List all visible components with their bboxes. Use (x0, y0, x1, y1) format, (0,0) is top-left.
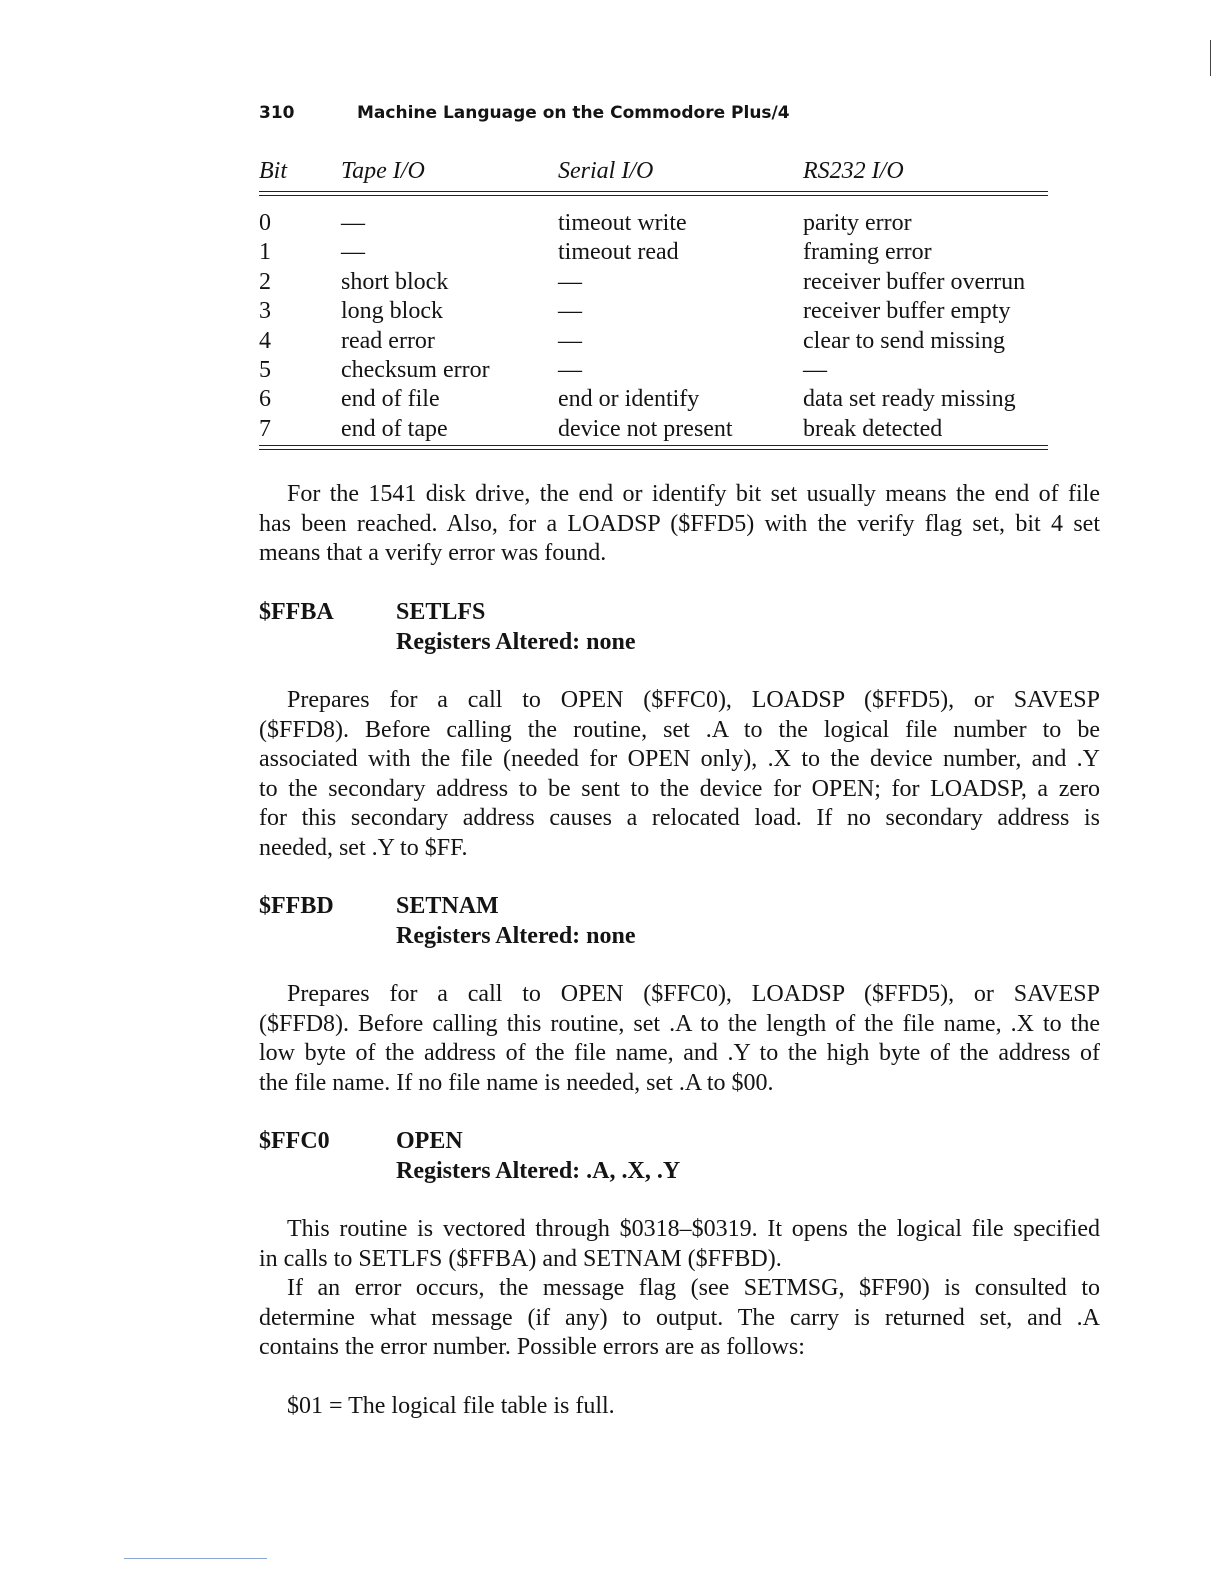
text-line: for this secondary address causes a relocated load. If no secondary address is (259, 805, 1100, 831)
text-line: This routine is vectored through $0318–$0319. It opens the logical file specified (287, 1216, 1100, 1242)
cell-bit: 4 (259, 327, 271, 354)
text-line: ($FFD8). Before calling the routine, set .A to the logical file number to be (259, 716, 1100, 743)
cell-serial-io: end or identify (558, 386, 700, 413)
cell-bit: 6 (259, 386, 271, 413)
cell-tape-io: — (341, 239, 365, 266)
text-line: to the secondary address to be sent to the device for OPEN; for LOADSP, a zero (259, 775, 1100, 802)
cell-bit: 3 (259, 298, 271, 325)
cell-rs232-io: data set ready missing (803, 386, 1016, 413)
entry-address: $FFBD (259, 893, 334, 919)
entry-name: SETNAM (396, 893, 499, 919)
text-line: needed, set .Y to $FF. (259, 834, 468, 861)
table-row (259, 328, 1048, 357)
entry-registers: Registers Altered: none (396, 628, 636, 655)
cell-rs232-io: break detected (803, 415, 943, 442)
cell-serial-io: timeout write (558, 210, 687, 236)
cell-serial-io: device not present (558, 415, 733, 442)
paragraph-open (259, 1215, 1100, 1274)
entry-name: OPEN (396, 1128, 463, 1154)
entry-name: SETLFS (396, 599, 486, 625)
text-line: has been reached. Also, for a LOADSP ($FFD5) with the verify flag set, bit 4 set (259, 510, 1100, 537)
paragraph-1541-note (259, 480, 1100, 569)
text-line: in calls to SETLFS ($FFBA) and SETNAM ($FFBD). (259, 1245, 782, 1272)
cell-rs232-io: receiver buffer empty (803, 298, 1011, 325)
cell-tape-io: short block (341, 268, 449, 295)
table-header-row (259, 158, 1048, 191)
cell-rs232-io: clear to send missing (803, 327, 1005, 354)
cell-serial-io: — (558, 356, 582, 383)
table-row (259, 239, 1048, 268)
error-list (259, 1392, 1100, 1422)
page-edge-mark (1210, 40, 1211, 76)
text-line: associated with the file (needed for OPEN only), .X to the device number, and .Y (259, 746, 1100, 772)
cell-serial-io: — (558, 268, 582, 295)
error-item: $01 = The logical file table is full. (287, 1393, 615, 1419)
cell-serial-io: — (558, 327, 582, 354)
cell-tape-io: end of tape (341, 415, 448, 442)
text-line: Prepares for a call to OPEN ($FFC0), LOADSP ($FFD5), or SAVESP (287, 981, 1100, 1007)
text-line: ($FFD8). Before calling this routine, set .A to the length of the file name, .X to the (259, 1010, 1100, 1037)
entry-registers: Registers Altered: none (396, 922, 636, 949)
cell-bit: 1 (259, 239, 271, 266)
text-line: Prepares for a call to OPEN ($FFC0), LOADSP ($FFD5), or SAVESP (287, 687, 1100, 713)
cell-bit: 2 (259, 268, 271, 295)
cell-rs232-io: — (803, 356, 827, 383)
table-row (259, 298, 1048, 327)
table-row (259, 210, 1048, 239)
table-row (259, 386, 1048, 415)
entry-address: $FFBA (259, 599, 334, 625)
cell-rs232-io: parity error (803, 210, 912, 236)
running-header (259, 103, 790, 123)
text-line: low byte of the address of the file name, and .Y to the high byte of the address of (259, 1040, 1100, 1066)
cell-rs232-io: receiver buffer overrun (803, 268, 1026, 295)
cell-bit: 5 (259, 356, 271, 383)
table-row (259, 269, 1048, 298)
text-line: For the 1541 disk drive, the end or identify bit set usually means the end of file (287, 481, 1100, 507)
cell-bit: 0 (259, 210, 271, 236)
column-header-serial: Serial I/O (558, 158, 654, 184)
column-header-bit: Bit (259, 158, 287, 184)
text-line: If an error occurs, the message flag (see SETMSG, $FF90) is consulted to (287, 1275, 1100, 1301)
page-number: 310 (259, 103, 295, 123)
cell-bit: 7 (259, 415, 271, 442)
footer-rule (124, 1558, 267, 1559)
paragraph-setnam (259, 980, 1100, 1098)
status-bits-table (259, 158, 1048, 450)
cell-rs232-io: framing error (803, 239, 932, 266)
table-row (259, 416, 1048, 445)
paragraph-open-errors (259, 1274, 1100, 1363)
column-header-tape: Tape I/O (341, 158, 425, 184)
paragraph-setlfs (259, 686, 1100, 863)
text-line: determine what message (if any) to output. The carry is returned set, and .A (259, 1304, 1100, 1331)
cell-tape-io: — (341, 210, 365, 236)
cell-serial-io: — (558, 298, 582, 325)
text-line: contains the error number. Possible errors are as follows: (259, 1334, 805, 1360)
cell-tape-io: long block (341, 298, 443, 325)
table-bottom-rule (259, 445, 1048, 450)
table-row (259, 357, 1048, 386)
entry-registers: Registers Altered: .A, .X, .Y (396, 1157, 681, 1184)
book-title: Machine Language on the Commodore Plus/4 (357, 103, 790, 123)
cell-tape-io: end of file (341, 386, 440, 413)
cell-tape-io: read error (341, 327, 435, 354)
cell-serial-io: timeout read (558, 239, 679, 266)
text-line: the file name. If no file name is needed, set .A to $00. (259, 1069, 774, 1096)
entry-address: $FFC0 (259, 1128, 330, 1154)
text-line: means that a verify error was found. (259, 540, 607, 566)
column-header-rs232: RS232 I/O (803, 158, 904, 184)
cell-tape-io: checksum error (341, 356, 490, 383)
